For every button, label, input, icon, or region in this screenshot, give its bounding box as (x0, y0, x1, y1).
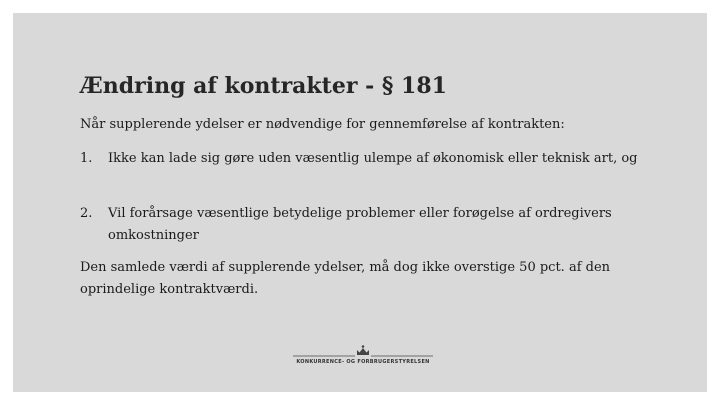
slide (13, 13, 707, 392)
slide-title: Ændring af kontrakter - § 181 (80, 73, 447, 99)
list-item (80, 203, 680, 247)
list-item-text: Ikke kan lade sig gøre uden væsentlig ulempe af økonomisk eller teknisk art, og (108, 151, 638, 166)
list-item-number: 2. (80, 206, 93, 221)
crown-icon (283, 343, 443, 359)
logo-text: KONKURRENCE- OG FORBRUGERSTYRELSEN (296, 359, 430, 365)
list-item-number: 1. (80, 151, 93, 166)
intro-text: Når supplerende ydelser er nødvendige for gennemførelse af kontrakten: (80, 117, 565, 132)
list-item-text: Vil forårsage væsentlige betydelige problemer eller forøgelse af ordregivers omkostninger (108, 206, 612, 243)
agency-logo (283, 343, 443, 371)
list-item (80, 148, 680, 170)
outro-text: Den samlede værdi af supplerende ydelser, må dog ikke overstige 50 pct. af den oprindelige kontraktværdi. (80, 260, 611, 297)
